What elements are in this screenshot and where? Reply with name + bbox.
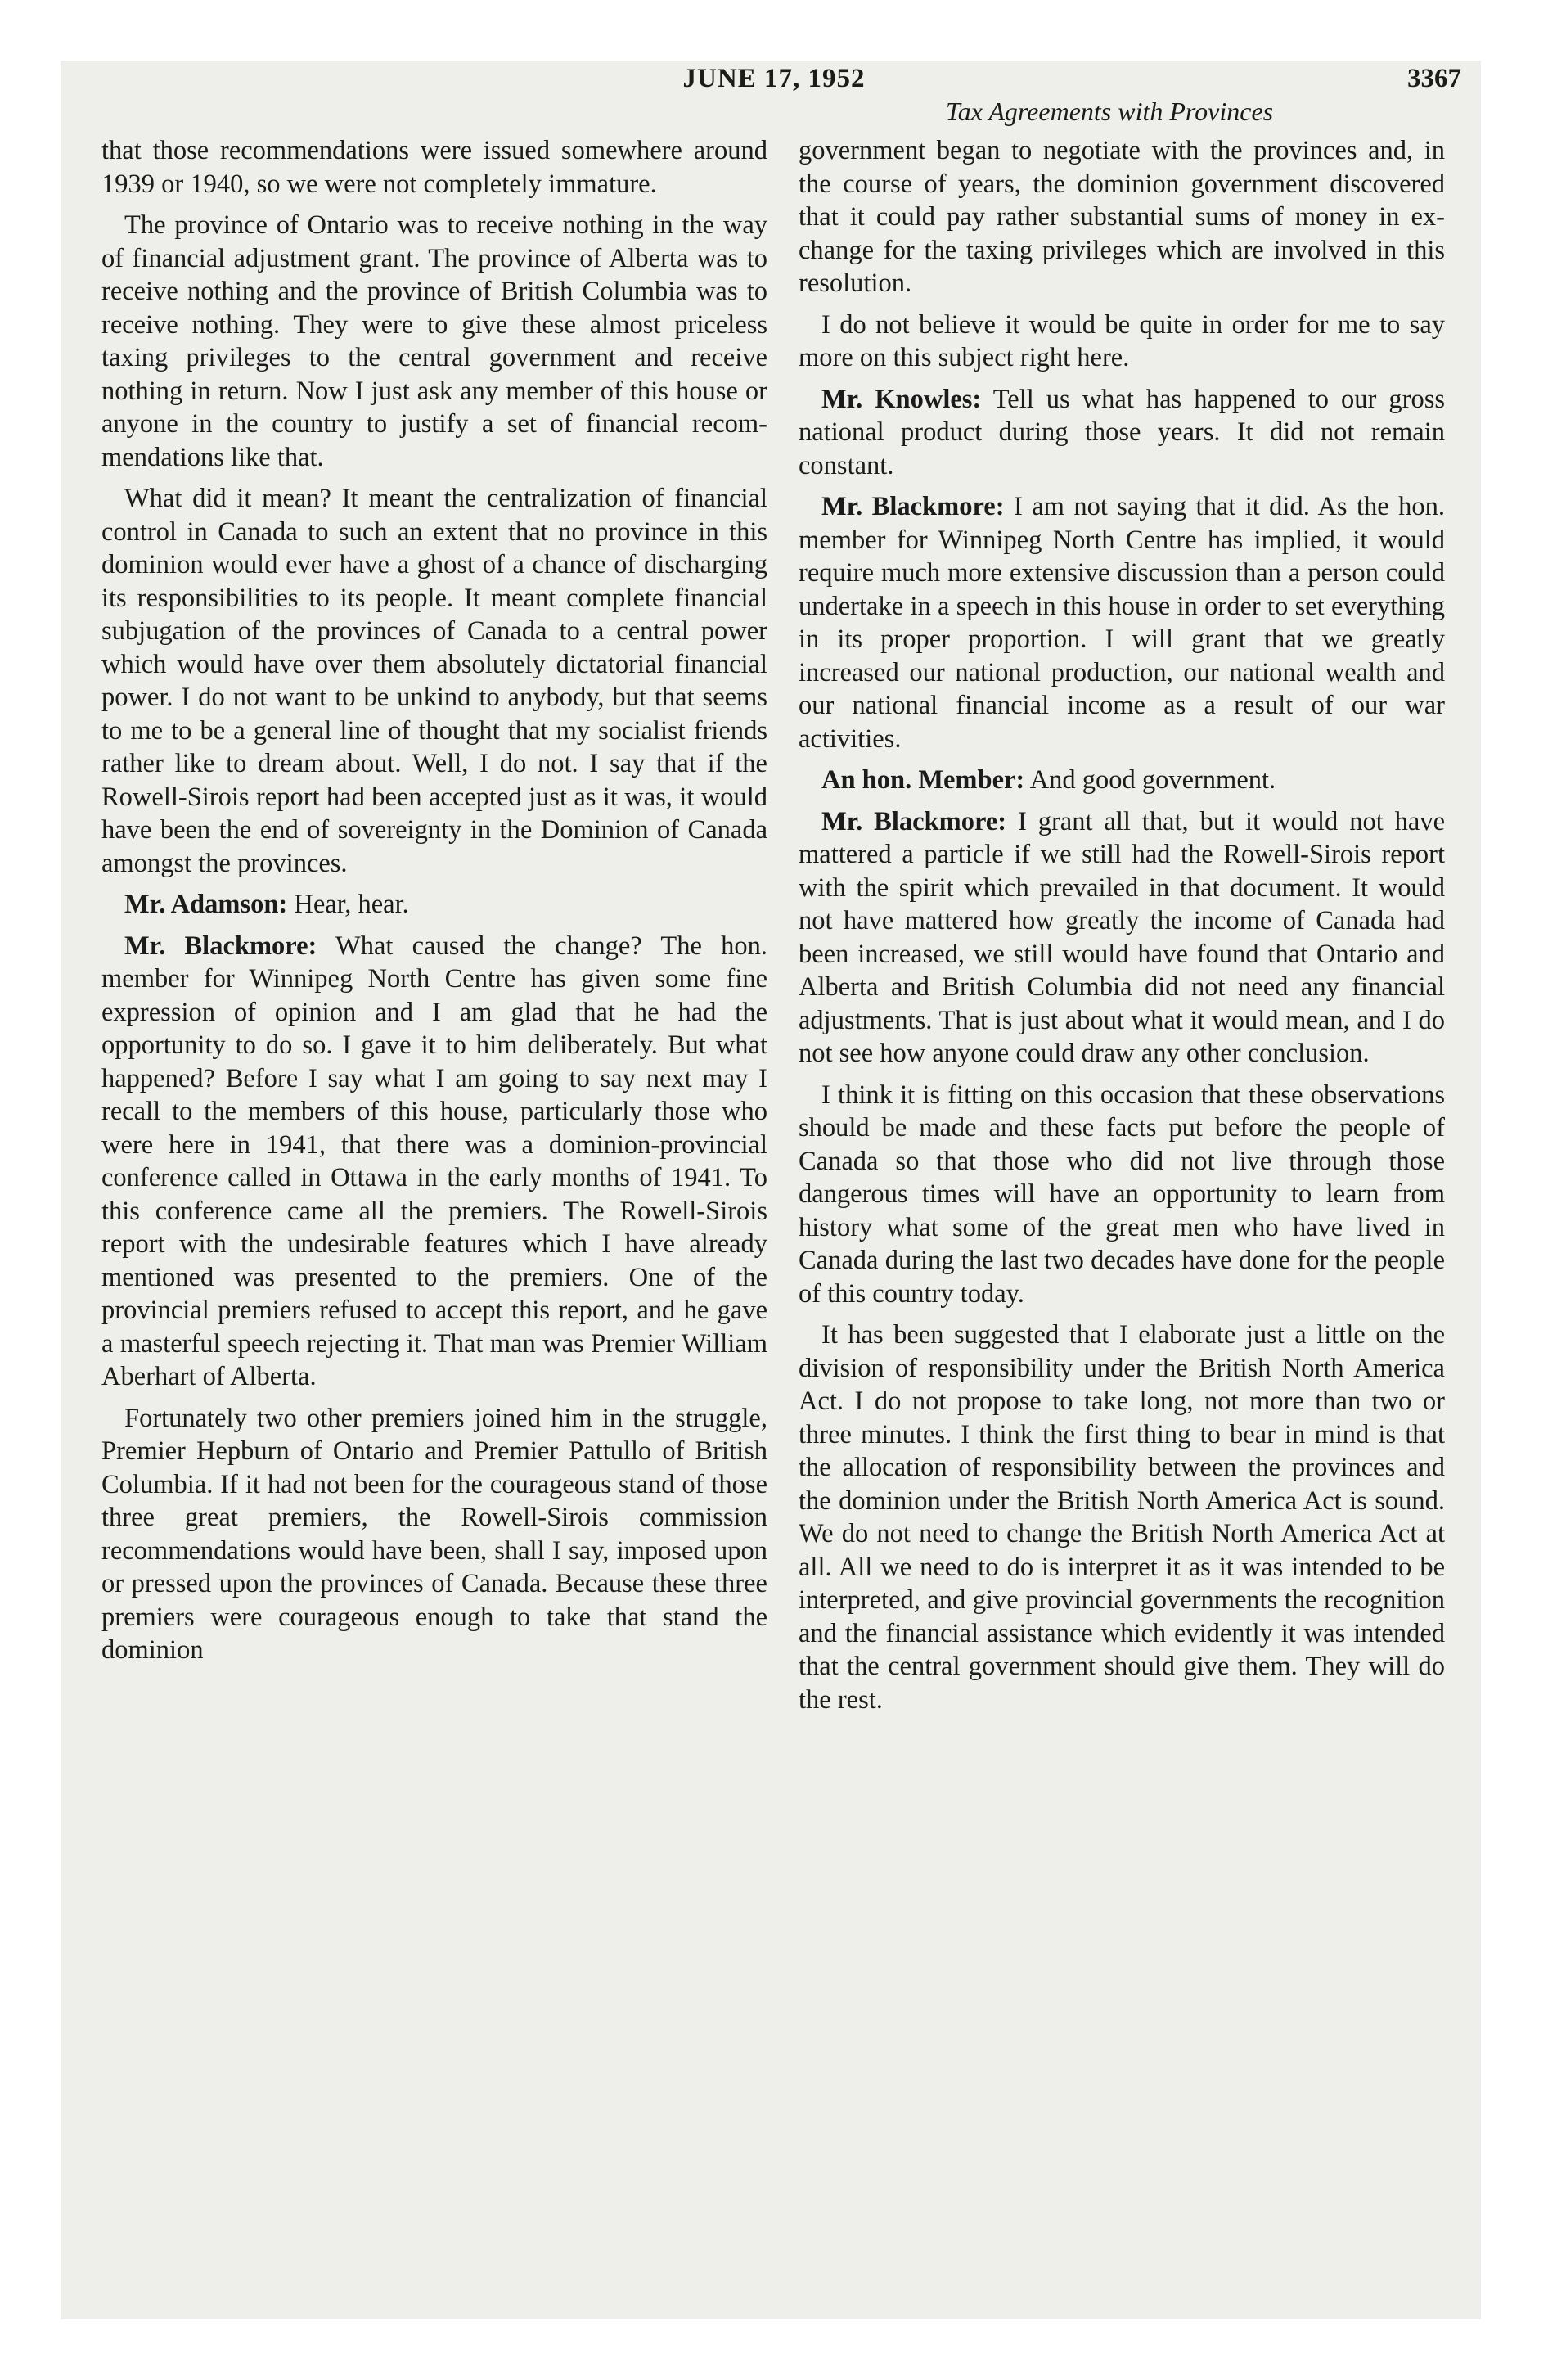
paragraph-text: I do not believe it would be quite in order for me to say more on this subject right here. [799, 309, 1445, 372]
paragraph [799, 134, 1445, 300]
speaker-name: An hon. Member: [821, 765, 1025, 795]
paragraph [101, 930, 767, 1394]
paragraph-text: And good government. [1029, 765, 1276, 795]
paragraph [799, 764, 1445, 797]
paragraph-text: What did it mean? It meant the centralization of financial control in Canada to such an extent that no province in this dominion would ever have a ghost of a chance of discharging its responsibilities to its people. It meant complete financial subjugation of the provinces of Canada to a central power which would have over them absolutely dictatorial financial power. I do not want to be unkind to anybody, but that seems to me to be a general line of thought that my socialist friends rather like to dream about. Well, I do not. I say that if the Rowell-Sirois report had been accepted just as it was, it would have been the end of sovereignty in the Dominion of Canada amongst the provinces. [101, 484, 767, 878]
paragraph [101, 209, 767, 474]
paragraph-text: Hear, hear. [294, 890, 409, 919]
paragraph [799, 309, 1445, 375]
paragraph-text: I think it is fitting on this occasion that these observations should be made and these facts put before the people of Canada so that those who did not live through those dangerous times will have an opportunity to learn from history what some of the great men who have lived in Canada during the last two decades have done for the people of this country today. [799, 1080, 1445, 1309]
paragraph [799, 490, 1445, 755]
paragraph-text: Tell us what has happened to our gross national product during those years. It did not remain constant. [799, 384, 1445, 480]
right-column [799, 134, 1445, 1724]
paragraph-text: The province of Ontario was to receive nothing in the way of financial adjustment grant. The province of Alberta was to receive nothing and the province of British Columbia was to receive nothing. They were to give these almost priceless taxing privileges to the central government and receive nothing in return. Now I just ask any member of this house or anyone in the country to justify a set of financial recommendations like that. [101, 210, 767, 472]
page-date: JUNE 17, 1952 [682, 64, 866, 93]
paragraph [799, 383, 1445, 483]
paragraph-text: I grant all that, but it would not have mattered a particle if we still had the Rowell-Sirois report with the spirit which prevailed in that document. It would not have mattered how greatly the income of Canada had been increased, we still would have found that Ontario and Alberta and British Columbia did not need any financial adjustments. That is just about what it would mean, and I do not see how anyone could draw any other conclusion. [799, 806, 1445, 1068]
paragraph-text: Fortunately two other premiers joined him in the struggle, Premier Hepburn of Ontario and Premier Pattullo of British Columbia. If it had not been for the courageous stand of those three great premiers, the Rowell-Sirois commission recommendations would have been, shall I say, imposed upon or pressed upon the provinces of Canada. Because these three premiers were courageous enough to take that stand the dominion [101, 1403, 767, 1665]
speaker-name: Mr. Blackmore: [821, 806, 1007, 836]
paragraph [799, 805, 1445, 1071]
page-number: 3367 [1407, 64, 1461, 93]
paragraph-text: What caused the change? The hon. member for Winnipeg North Centre has given some fine expression of opinion and I am glad that he had the opportunity to do so. I gave it to him deliberately. But what happened? Before I say what I am going to say next may I recall to the members of this house, particularly those who were here in 1941, that there was a dominion-provincial conference called in Ottawa in the early months of 1941. To this conference came all the premiers. The Rowell-Sirois report with the undesirable features which I have already mentioned was presented to the premiers. One of the provincial premiers refused to accept this report, and he gave a masterful speech rejecting it. That man was Premier William Aberhart of Alberta. [101, 931, 767, 1391]
speaker-name: Mr. Knowles: [821, 384, 982, 414]
paragraph [799, 1318, 1445, 1716]
paragraph [101, 888, 767, 922]
paragraph [101, 482, 767, 880]
speaker-name: Mr. Adamson: [124, 890, 288, 919]
paragraph-text: government began to negotiate with the provinces and, in the course of years, the dominion government discovered that it could pay rather substantial sums of money in exchange for the taxing privileges which are involved in this resolution. [799, 136, 1445, 298]
speaker-name: Mr. Blackmore: [124, 931, 317, 961]
paragraph [101, 134, 767, 201]
paragraph-text: It has been suggested that I elaborate just a little on the division of responsibility under the British North America Act. I do not propose to take long, not more than two or three minutes. I think the first thing to bear in mind is that the allocation of responsibility between the provinces and the dominion under the British North America Act is sound. We do not need to change the British North America Act at all. All we need to do is interpret it as it was intended to be interpreted, and give provincial governments the recognition and the financial assistance which evidently it was intended that the central government should give them. They will do the rest. [799, 1320, 1445, 1715]
page-subject: Tax Agreements with Provinces [945, 97, 1274, 126]
paragraph-text: I am not saying that it did. As the hon. member for Winnipeg North Centre has implied, it would require much more extensive discussion than a person could undertake in a speech in this house in order to set everything in its proper proportion. I will grant that we greatly increased our national production, our national wealth and our national financial income as a result of our war activities. [799, 492, 1445, 754]
paragraph [799, 1079, 1445, 1311]
left-column [101, 134, 767, 1675]
paragraph [101, 1402, 767, 1667]
paragraph-text: that those recommendations were issued somewhere around 1939 or 1940, so we were not completely immature. [101, 136, 767, 199]
speaker-name: Mr. Blackmore: [821, 492, 1005, 521]
